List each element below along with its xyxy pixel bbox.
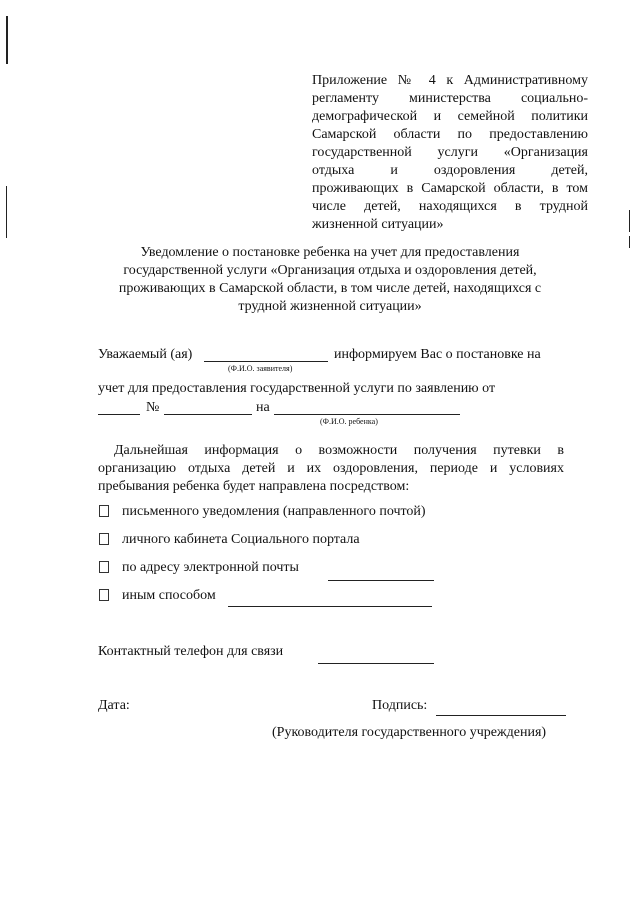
annex-line: государственной услуги «Организация: [312, 145, 588, 160]
registration-text: учет для предоставления государственной услуги по заявлению от: [98, 381, 496, 396]
annex-line: демографической и семейной политики: [312, 109, 588, 124]
child-caption: (Ф.И.О. ребенка): [320, 417, 378, 426]
signature-field[interactable]: [436, 715, 566, 716]
annex-line: регламенту министерства социально-: [312, 91, 588, 106]
date-label: Дата:: [98, 698, 130, 713]
informs-text: информируем Вас о постановке на: [334, 347, 541, 362]
option-checkbox-mail[interactable]: [99, 505, 109, 517]
scan-mark-left-mid: [6, 186, 7, 238]
annex-line: Самарской области по предоставлению: [312, 127, 588, 142]
option-checkbox-other[interactable]: [99, 589, 109, 601]
document-title: [80, 244, 580, 316]
annex-line: отдыха и оздоровления детей,: [312, 163, 588, 178]
further-line: пребывания ребенка будет направлена посредством:: [98, 479, 410, 494]
contact-phone-field[interactable]: [318, 663, 434, 664]
option-checkbox-portal[interactable]: [99, 533, 109, 545]
further-line: Дальнейшая информация о возможности получения путевки в: [114, 443, 564, 458]
annex-block: [312, 72, 588, 234]
title-line: Уведомление о постановке ребенка на учет для предоставления: [140, 245, 520, 260]
child-name-field[interactable]: [274, 414, 460, 415]
number-sign: №: [146, 400, 160, 415]
option-checkbox-email[interactable]: [99, 561, 109, 573]
annex-line: жизненной ситуации»: [312, 217, 444, 232]
title-line: трудной жизненной ситуации»: [238, 299, 422, 314]
contact-phone-label: Контактный телефон для связи: [98, 644, 284, 659]
title-line: государственной услуги «Организация отдыха и оздоровления детей,: [123, 263, 537, 278]
email-field[interactable]: [328, 580, 434, 581]
application-date-field[interactable]: [98, 414, 140, 415]
annex-line: проживающих в Самарской области, в том: [312, 181, 588, 196]
annex-line: Приложение № 4 к Административному: [312, 73, 588, 88]
option-label-portal: личного кабинета Социального портала: [122, 532, 360, 547]
annex-line: числе детей, находящихся в трудной: [312, 199, 588, 214]
scan-mark-left-top: [6, 16, 8, 64]
other-method-field[interactable]: [228, 606, 432, 607]
option-label-mail: письменного уведомления (направленного почтой): [122, 504, 426, 519]
scan-mark-right-top: [629, 210, 630, 232]
applicant-caption: (Ф.И.О. заявителя): [228, 364, 293, 373]
scan-mark-right-mid: [629, 236, 630, 248]
option-label-email: по адресу электронной почты: [122, 560, 299, 575]
option-label-other: иным способом: [122, 588, 216, 603]
further-info-paragraph: [98, 442, 564, 496]
on-word: на: [256, 400, 270, 415]
application-number-field[interactable]: [164, 414, 252, 415]
signature-label: Подпись:: [372, 698, 428, 713]
further-line: организацию отдыха детей и их оздоровления, периоде и условиях: [98, 461, 564, 476]
signature-caption: (Руководителя государственного учреждения): [272, 725, 547, 740]
dear-label: Уважаемый (ая): [98, 347, 193, 362]
title-line: проживающих в Самарской области, в том числе детей, находящихся с: [118, 281, 542, 296]
applicant-name-field[interactable]: [204, 361, 328, 362]
